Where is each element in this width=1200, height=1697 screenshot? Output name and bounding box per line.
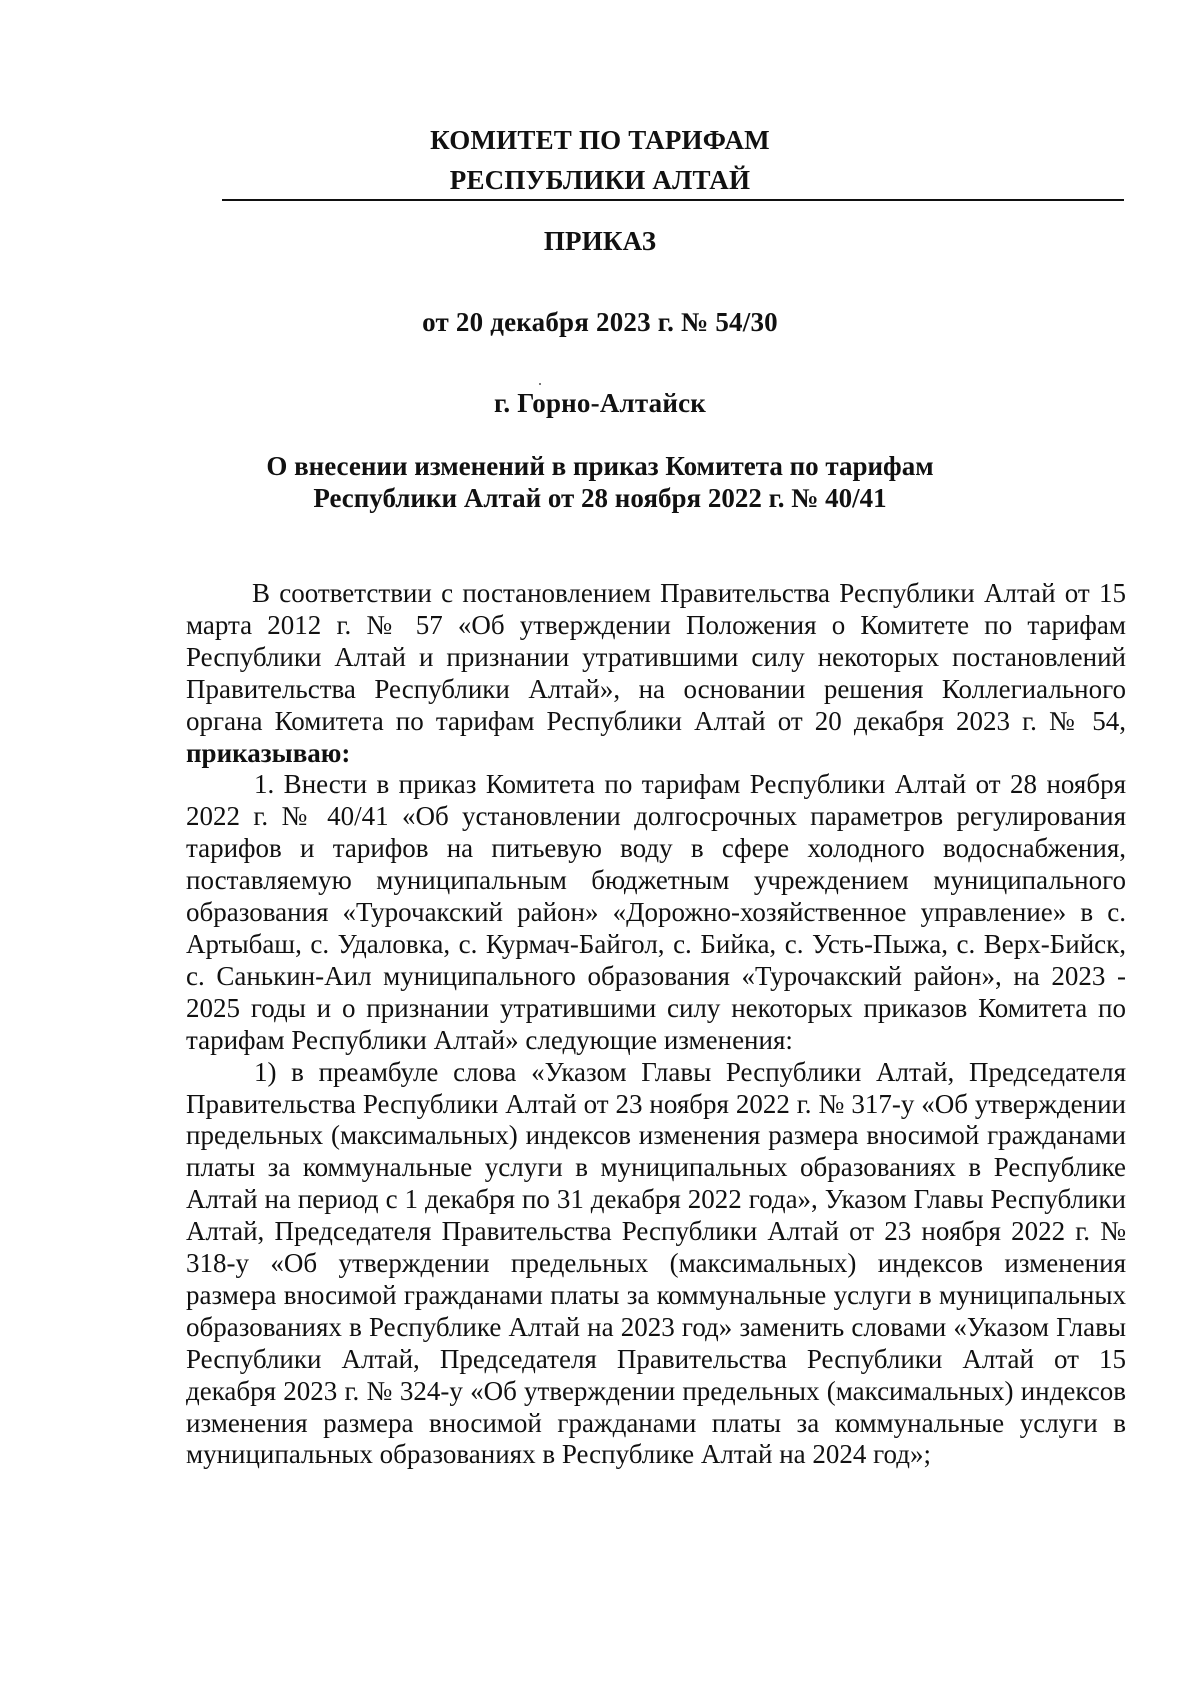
order-word: приказываю: [186, 737, 351, 768]
document-title-line1: О внесении изменений в приказ Комитета по тарифам [266, 451, 934, 481]
org-name-line1: КОМИТЕТ ПО ТАРИФАМ [430, 125, 770, 155]
org-name-line2: РЕСПУБЛИКИ АЛТАЙ [449, 165, 751, 195]
document-city: г. Горно-Алтайск [493, 388, 707, 418]
subitem-1-paragraph: 1) в преамбуле слова «Указом Главы Республики Алтай, Председателя Правительства Республики Алтай от 23 ноября 2022 г. № 317-у «Об утверждении предельных (максимальных) индексов изменения размера вносимой гражданами платы за коммунальные услуги в муниципальных образованиях в Республике Алтай на период с 1 декабря по 31 декабря 2022 года», Указом Главы Республики Алтай, Председателя Правительства Республики Алтай от 23 ноября 2022 г. № 318-у «Об утверждении предельных (максимальных) индексов изменения размера вносимой гражданами платы за коммунальные услуги в муниципальных образованиях в Республике Алтай на 2023 год» заменить словами «Указом Главы Республики Алтай, Председателя Правительства Республики Алтай от 15 декабря 2023 г. № 324-у «Об утверждении предельных (максимальных) индексов изменения размера вносимой гражданами платы за коммунальные услуги в муниципальных образованиях в Республике Алтай на 2024 год»; [186, 1056, 1126, 1470]
item-1-paragraph: 1. Внести в приказ Комитета по тарифам Республики Алтай от 28 ноября 2022 г. № 40/41 «Об установлении долгосрочных параметров регулирования тарифов и тарифов на питьевую воду в сфере холодного водоснабжения, поставляемую муниципальным бюджетным учреждением муниципального образования «Турочакский район» «Дорожно-хозяйственное управление» в с. Артыбаш, с. Удаловка, с. Курмач-Байгол, с. Бийка, с. Усть-Пыжа, с. Верх-Бийск, с. Санькин-Аил муниципального образования «Турочакский район», на 2023 - 2025 годы и о признании утратившими силу некоторых приказов Комитета по тарифам Республики Алтай» следующие изменения: [186, 769, 1126, 1055]
document-date-number: от 20 декабря 2023 г. № 54/30 [422, 307, 778, 337]
document-body [186, 578, 1126, 1471]
preamble-paragraph [186, 578, 1126, 769]
preamble-text: В соответствии с постановлением Правительства Республики Алтай от 15 марта 2012 г. № 57 «Об утверждении Положения о Комитете по тарифам Республики Алтай и признании утратившими силу некоторых постановлений Правительства Республики Алтай», на основании решения Коллегиального органа Комитета по тарифам Республики Алтай от 20 декабря 2023 г. № 54, [186, 578, 1126, 736]
scan-speck [539, 383, 541, 385]
document-title-line2: Республики Алтай от 28 ноября 2022 г. № 40/41 [313, 483, 887, 513]
header-divider [222, 199, 1124, 201]
document-type: ПРИКАЗ [543, 226, 657, 256]
